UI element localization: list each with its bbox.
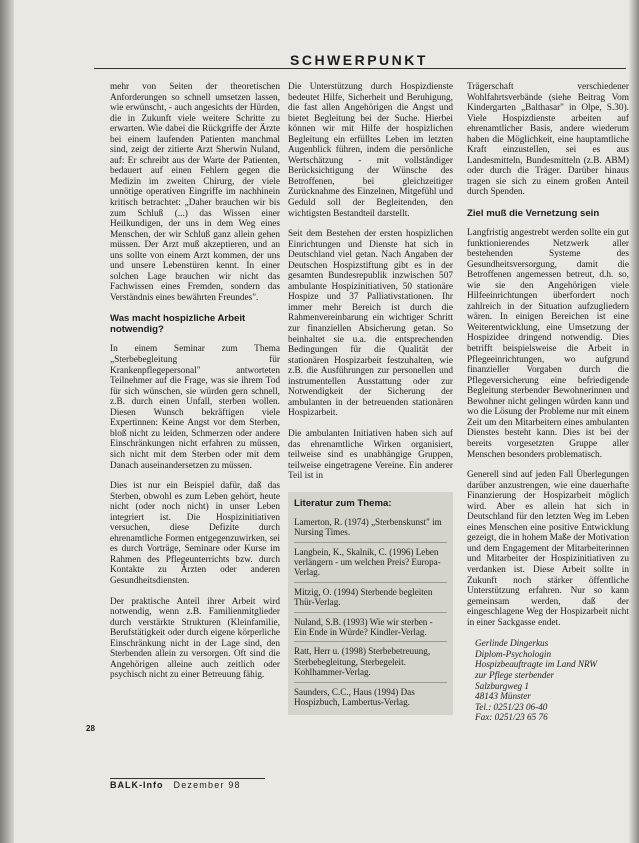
scan-shadow-right [629, 0, 639, 843]
paragraph: Seit dem Bestehen der ersten hospizlichen Einrichtungen und Dienste hat sich in Deutschland viel getan. Nach Angaben der Deutschen Hospizstiftung gibt es in der gesamten Bundesrepublik inzwischen 507 ambulante Hospizinitiativen, 50 stationäre Hospize und 37 Palliativstationen. Ihr immer mehr Bereich ist durch die Rahmenvereinbarung ein wichtiger Schritt zur finanziellen Absicherung getan. So beinhaltet sie u.a. die entsprechenden Bedingungen für die Qualität der stationären Hospizarbeit festzuhalten, wie z.B. die Ausführungen zur personellen und instrumentellen Ausstattung oder zur Notwendigkeit der Sicherung der ambulanten in der betreuenden stationären Hospizarbeit. [288, 229, 453, 419]
literature-item: Saunders, C.C., Haus (1994) Das Hospizbuch, Lambertus-Verlag. [294, 682, 447, 712]
literature-heading: Literatur zum Thema: [294, 497, 392, 509]
scan-shadow-left [0, 0, 14, 843]
author-role: Hospizbeauftragte im Land NRW [475, 659, 598, 670]
subheading: Was macht hospizliche Arbeit notwendig? [110, 313, 246, 336]
subheading: Ziel muß die Vernetzung sein [467, 208, 600, 220]
paragraph: Die Unterstützung durch Hospizdienste bedeutet Hilfe, Sicherheit und Beruhigung, die fast allen Angehörigen die Angst und bietet Begleitung bei der Suche. Hierbei können wir mit Hilfe der hospizlichen Begleitung ein erfülltes Leben im letzten Augenblick führen, indem die persönliche Wertschätzung - mit vollständiger Berücksichtigung der Wünsche des Betroffenen, bei gleichzeitiger Zurücknahme des Einzelnen, Mitgefühl und Geduld soll der Begleitenden, den wichtigsten Bestandteil darstellt. [288, 82, 453, 219]
paragraph: mehr von Seiten der theoretischen Anforderungen so schnell umsetzen lassen, wie erwünscht, - auch angesichts der Hürden, die in Zukunft viele weitere Schritte zu erwarten. Wie dabei die Rückgriffe der Ärzte bei einem laufenden Patienten manchmal sind, zeigt der zitierte Arzt Sherwin Nuland, auf: Er schreibt aus der Warte der Patienten, bedauert auf einen Fehlern gegen die Medizin im zweiten Chirurg, der viele unnötige operativen Eingriffe im nachhinein kritisch betrachtet: „Daher brauchen wir bis zum Schluß (...) das Wissen einer Heilkundigen, der uns in dem Weg eines Menschen, der wir Schluß ganz allein gehen müssen. Der Arzt muß akzeptieren, und an uns sollte von einem Arzt kommen, der uns und unsere Lebenstüren kennt. In einer solchen Lage brauchen wir nicht das Fachwissen eines Fremden, sondern das Verständnis eines bewährten Freundes". [110, 82, 280, 303]
literature-item: Lamerton, R. (1974) „Sterbenskunst" im Nursing Times. [294, 516, 442, 538]
paragraph: Dies ist nur ein Beispiel dafür, daß das Sterben, obwohl es zum Leben gehört, heute nicht (oder noch nicht) in unser Leben integriert ist. Die Hospizinitiativen versuchen, diese Defizite durch ehrenamtliche Formen entgegenzuwirken, sei es durch Vorträge, Seminare oder Kurse im Rahmen des Pflegeunterrichts bzw. durch Kontakte zu Ärzten oder anderen Gesundheitsdiensten. [110, 481, 280, 586]
author-signature [475, 638, 629, 723]
footer-issue: Dezember 98 [173, 780, 241, 790]
author-street: Salzburgweg 1 [475, 680, 530, 691]
text-column-2 [288, 82, 453, 715]
page-number: 28 [86, 724, 95, 733]
literature-item: Ratt, Herr u. (1998) Sterbebetreuung, Sterbebegleitung, Sterbegeleit. Kohlhammer-Verlag. [294, 641, 447, 681]
paragraph: Langfristig angestrebt werden sollte ein gut funktionierendes Netzwerk aller bestehenden Systeme des Gesundheitsversorgung, damit die Betroffenen angemessen betreut, d.h. so, wie sie den Angehörigen viele Hilfeeinrichtungen überfordert noch zahlreich in der Situation aufzugliedern wären. In einigen Bereichen ist eine Weiterentwicklung, eine Umsetzung der Hospizidee dringend notwendig. Dies betrifft beispielsweise die Arbeit in Pflegeeinrichtungen, wo aufgrund finanzieller Vorgaben durch die Pflegeversicherung eine befriedigende Begleitung sterbender Bewohnerinnen und Bewohner nicht gelingen würden kann und wo die Lösung der Probleme nur mit einem Zeit um den Mitarbeitern eines ambulanten Dienstes besteht kann. Dies ist bei der bereits vorgesetzten Gruppe aller Menschen besonders problematisch. [467, 228, 629, 460]
literature-item: Langbein, K., Skalnik, C. (1996) Leben verlängern - um welchen Preis? Europa-Verlag. [294, 542, 447, 582]
text-column-1 [110, 82, 280, 691]
literature-box [288, 492, 453, 716]
author-organization: zur Pflege sterbender [475, 670, 555, 681]
paragraph: Trägerschaft verschiedener Wohlfahrtsverbände (siehe Beitrag Vom Kindergarten „Balthasar" in Olpe, S.30). Viele Hospizdienste arbeiten auf ehrenamtlicher Basis, andere wiederum haben die Möglichkeit, eine hauptamtliche Kraft einzustellen, sei es aus Landesmitteln, Bundesmitteln (z.B. ABM) oder durch die Träger. Darüber hinaus tragen sie sich zu einem großen Anteil durch Spenden. [467, 82, 629, 198]
text-column-3 [467, 82, 629, 723]
author-phone: Tel.: 0251/23 06-40 [475, 701, 548, 712]
literature-item: Mitzig, O. (1994) Sterbende begleiten Thür-Verlag. [294, 582, 447, 612]
section-title: SCHWERPUNKT [290, 52, 428, 68]
literature-item: Nuland, S.B. (1993) Wie wir sterben - Ein Ende in Würde? Kindler-Verlag. [294, 612, 447, 642]
author-name: Gerlinde Dingerkus [475, 638, 549, 649]
footer [110, 778, 265, 791]
author-title: Diplom-Psychologin [475, 648, 552, 659]
paragraph: In einem Seminar zum Thema „Sterbebegleitung für Krankenpflegepersonal" antworteten Teilnehmer auf die Frage, was sie ihrem Tod für sich wünschen, sie würden gern schnell, z.B. durch einen Unfall, sterben wollen. Diesen Wunsch bekräftigen viele Expertinnen: Keine Angst vor dem Sterben, bloß nicht zu leiden, Schmerzen oder andere Einschränkungen nicht erfahren zu müssen, sich nicht mit dem Sterben oder mit dem Danach auseinandersetzen zu müssen. [110, 344, 280, 471]
author-fax: Fax: 0251/23 65 76 [475, 712, 548, 723]
author-city: 48143 Münster [475, 691, 531, 702]
paragraph: Die ambulanten Initiativen haben sich auf das ehrenamtliche Wirken organisiert, teilweise sind es unabhängige Gruppen, teilweise eingetragene Vereine. Ein anderer Teil ist in [288, 428, 453, 482]
paragraph: Generell sind auf jeden Fall Überlegungen darüber anzustrengen, wie eine dauerhafte Finanzierung der Hospizarbeit möglich wird. Aber es allein hat sich in Deutschland für den letzten Weg im Leben eines Menschen eine positive Entwicklung gezeigt, die in hohem Maße der Motivation und dem Engagement der Mitarbeiterinnen und Mitarbeiter der Hospizinitiativen zu verdanken ist. Diese Arbeit sollte in Zukunft noch stärker öffentliche Unterstützung erfahren. Nur so kann gemeinsam werden, daß der eingeschlagene Weg der Hospizarbeit nicht in einer Sackgasse endet. [467, 470, 629, 628]
header-rule [94, 68, 626, 69]
paragraph: Der praktische Anteil ihrer Arbeit wird notwendig, wenn z.B. Familienmitglieder durch verstärkte Strukturen (Kleinfamilie, Berufstätigkeit oder durch eigene körperliche Einschränkung nicht in der Lage sind, den Sterbenden allein zu versorgen. Oft sind die Angehörigen alleine auch zeitlich oder psychisch nicht zu einer Betreuung fähig. [110, 596, 280, 681]
footer-brand: BALK-Info [110, 780, 164, 790]
